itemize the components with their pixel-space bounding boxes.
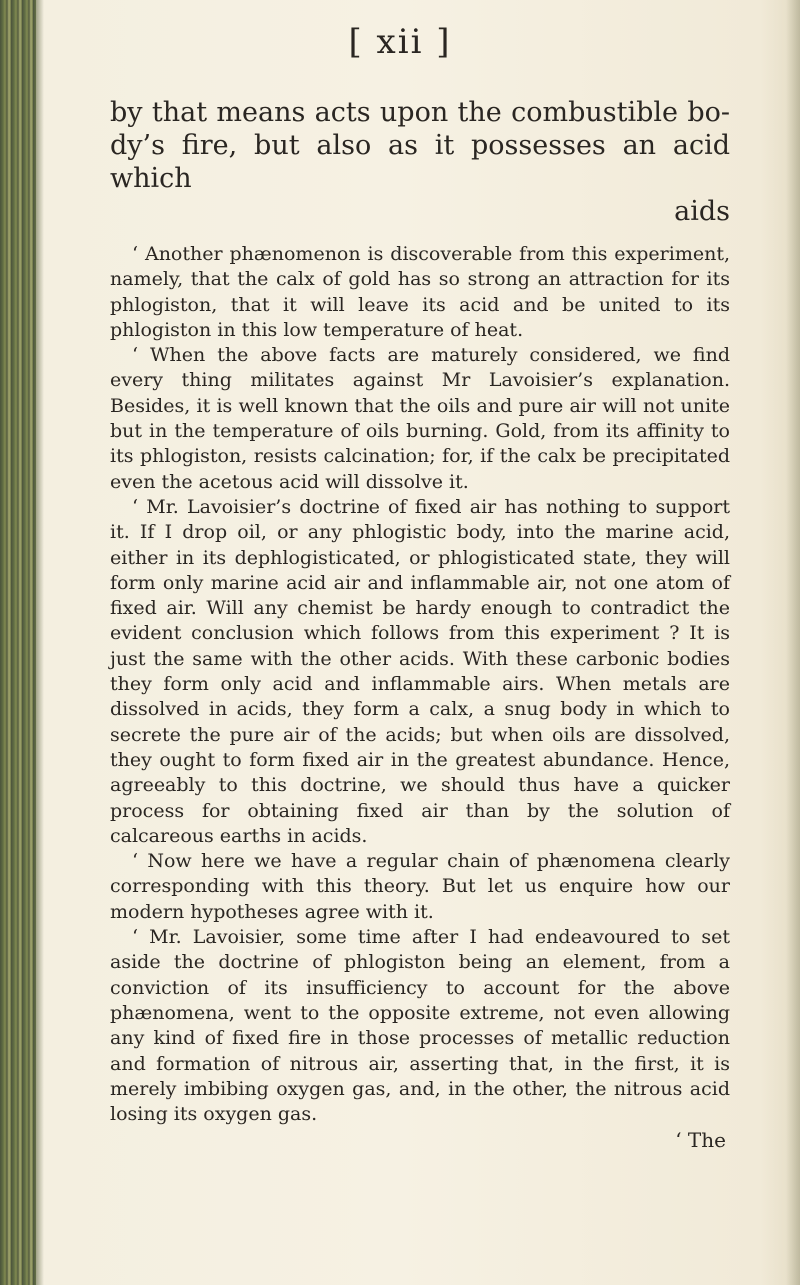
paragraph: ‘ Mr. Lavoisier’s doctrine of fixed air has nothing to support it. If I drop oil, or any phlogistic body, into the marine acid, either in its dephlogisticated, or phlogisticated state, they will form only marine acid air and inflammable air, not one atom of fixed air. Will any chemist be hardy enough to contradict the evident conclusion which follows from this experiment ? It is just the same with the other acids. With these carbonic bodies they form only acid and inflammable airs. When metals are dissolved in acids, they form a calx, a snug body in which to secrete the pure air of the acids; but when oils are dissolved, they ought to form fixed air in the greatest abundance. Hence, agreeably to this doctrine, we should thus have a quicker process for obtaining fixed air than by the solution of calcareous earths in acids. (110, 495, 730, 847)
page-number: [ xii ] (348, 22, 452, 62)
text-block (110, 96, 730, 1153)
binding-gutter (0, 0, 36, 1285)
paragraph: ‘ Another phænomenon is discoverable from this experiment, namely, that the calx of gold has so strong an attraction for its phlogiston, that it will leave its acid and be united to its phlogiston in this low temperature of heat. (110, 243, 730, 341)
lead-line: aids (674, 196, 730, 227)
lead-line: by that means acts upon the combustible bo- (110, 97, 730, 128)
page-edge-shadow (786, 0, 800, 1285)
paragraph: ‘ When the above facts are maturely considered, we find every thing militates against Mr Lavoisier’s explanation. Besides, it is well known that the oils and pure air will not unite but in the temperature of oils burning. Gold, from its affinity to its phlogiston, resists calcination; for, if the calx be precipitated even the acetous acid will dissolve it. (110, 344, 730, 493)
gutter-shadow (36, 0, 44, 1285)
paragraph: ‘ Mr. Lavoisier, some time after I had endeavoured to set aside the doctrine of phlogiston being an element, from a conviction of its insufficiency to account for the above phænomena, went to the opposite extreme, not even allowing any kind of fixed fire in those processes of metallic reduction and formation of nitrous air, asserting that, in the first, it is merely imbibing oxygen gas, and, in the other, the nitrous acid losing its oxygen gas. (110, 926, 730, 1126)
paragraph: ‘ Now here we have a regular chain of phænomena clearly corresponding with this theory. But let us enquire how our modern hypotheses agree with it. (110, 850, 730, 923)
catchword: ‘ The (675, 1128, 726, 1153)
lead-line: dy’s fire, but also as it possesses an acid which (110, 130, 730, 194)
